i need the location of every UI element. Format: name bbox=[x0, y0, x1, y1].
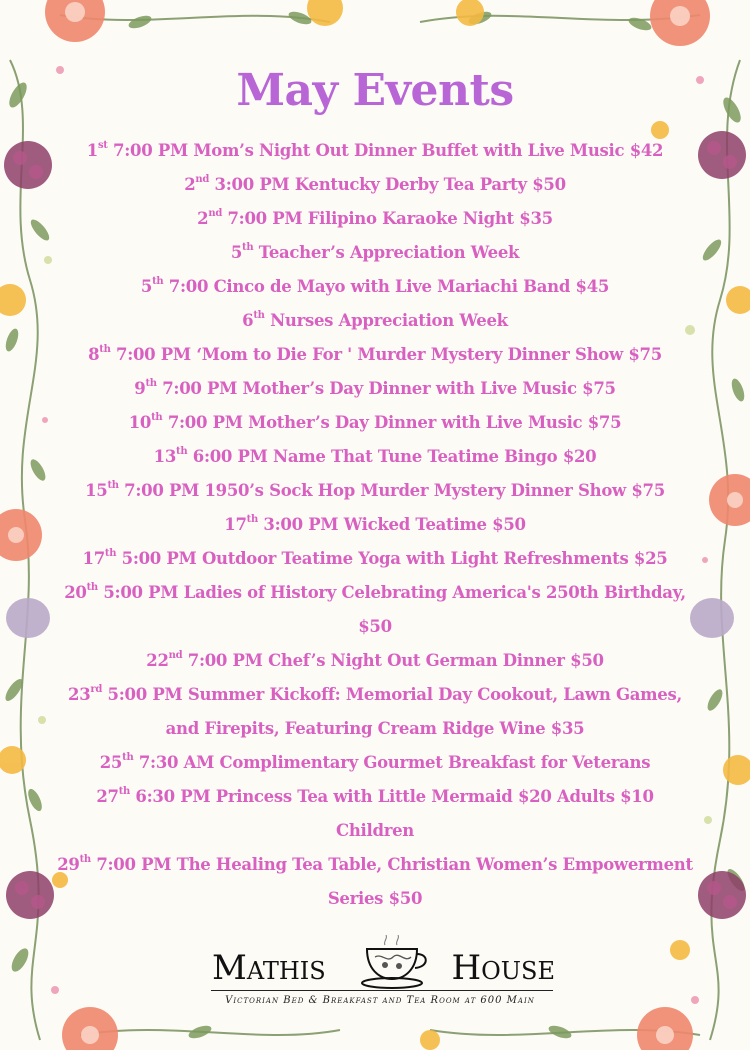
event-item bbox=[55, 134, 695, 168]
event-day-suffix: th bbox=[107, 480, 119, 491]
event-item bbox=[55, 780, 695, 848]
event-item bbox=[55, 746, 695, 780]
event-item bbox=[55, 406, 695, 440]
event-item bbox=[55, 338, 695, 372]
event-day: 20 bbox=[64, 583, 87, 602]
event-item bbox=[55, 304, 695, 338]
event-day: 6 bbox=[242, 311, 254, 330]
event-day: 17 bbox=[82, 549, 105, 568]
event-description: 7:00 PM The Healing Tea Table, Christian Women’s Empowerment Series $50 bbox=[90, 855, 693, 908]
event-day-suffix: st bbox=[97, 140, 108, 151]
event-description: 5:00 PM Ladies of History Celebrating America's 250th Birthday, $50 bbox=[97, 583, 686, 636]
logo-divider bbox=[211, 990, 553, 991]
logo-right-word: House bbox=[451, 948, 555, 988]
logo-left-word: Mathis bbox=[212, 948, 326, 988]
event-item bbox=[55, 372, 695, 406]
event-day-suffix: th bbox=[176, 446, 188, 457]
event-description: 7:00 PM Filipino Karaoke Night $35 bbox=[222, 209, 553, 228]
teacup-icon bbox=[355, 935, 435, 991]
page-title: May Events bbox=[236, 65, 514, 116]
event-item bbox=[55, 202, 695, 236]
mathis-house-logo bbox=[205, 935, 555, 1015]
event-description: 7:00 PM ‘Mom to Die For ' Murder Mystery Dinner Show $75 bbox=[110, 345, 662, 364]
event-item bbox=[55, 678, 695, 746]
event-description: 7:00 PM Mother’s Day Dinner with Live Music $75 bbox=[162, 413, 622, 432]
event-item bbox=[55, 576, 695, 644]
event-description: 7:00 PM 1950’s Sock Hop Murder Mystery Dinner Show $75 bbox=[118, 481, 665, 500]
event-day-suffix: th bbox=[118, 786, 130, 797]
event-description: 7:00 PM Chef’s Night Out German Dinner $50 bbox=[182, 651, 604, 670]
event-day: 5 bbox=[230, 243, 243, 262]
event-day: 9 bbox=[134, 379, 146, 398]
event-description: 7:00 Cinco de Mayo with Live Mariachi Band $45 bbox=[163, 277, 610, 296]
event-day-suffix: th bbox=[246, 514, 258, 525]
event-day-suffix: th bbox=[145, 378, 157, 389]
event-item bbox=[55, 848, 695, 916]
event-description: Nurses Appreciation Week bbox=[264, 311, 508, 330]
event-day: 10 bbox=[128, 413, 152, 432]
event-day-suffix: th bbox=[152, 276, 164, 287]
event-description: 3:00 PM Wicked Teatime $50 bbox=[257, 515, 526, 534]
event-day-suffix: th bbox=[104, 548, 117, 559]
event-day-suffix: th bbox=[99, 344, 111, 355]
logo-tagline: Victorian Bed & Breakfast and Tea Room at 600 Main bbox=[225, 995, 535, 1006]
event-day: 1 bbox=[86, 141, 98, 160]
event-description: 3:00 PM Kentucky Derby Tea Party $50 bbox=[209, 175, 566, 194]
events-list bbox=[55, 134, 695, 916]
event-description: 7:30 AM Complimentary Gourmet Breakfast for Veterans bbox=[133, 753, 651, 772]
event-day: 22 bbox=[146, 651, 169, 670]
event-description: 7:00 PM Mother’s Day Dinner with Live Music $75 bbox=[156, 379, 616, 398]
event-item bbox=[55, 508, 695, 542]
event-day-suffix: rd bbox=[90, 684, 103, 695]
event-day: 2 bbox=[184, 175, 196, 194]
event-item bbox=[55, 440, 695, 474]
event-day: 2 bbox=[197, 209, 209, 228]
event-day-suffix: th bbox=[79, 854, 91, 865]
event-description: 5:00 PM Summer Kickoff: Memorial Day Cookout, Lawn Games, and Firepits, Featuring Cream Ridge Wine $35 bbox=[102, 685, 682, 738]
event-day: 23 bbox=[68, 685, 91, 704]
event-day: 15 bbox=[85, 481, 108, 500]
event-description: Teacher’s Appreciation Week bbox=[253, 243, 520, 262]
event-item bbox=[55, 236, 695, 270]
event-day-suffix: th bbox=[122, 752, 134, 763]
event-day-suffix: th bbox=[253, 310, 265, 321]
event-day: 8 bbox=[88, 345, 100, 364]
event-day: 17 bbox=[224, 515, 247, 534]
event-item bbox=[55, 542, 695, 576]
event-day: 5 bbox=[140, 277, 153, 296]
event-item bbox=[55, 474, 695, 508]
event-item bbox=[55, 644, 695, 678]
event-day-suffix: nd bbox=[168, 650, 183, 661]
event-day-suffix: th bbox=[86, 582, 98, 593]
event-day: 13 bbox=[153, 447, 177, 466]
event-day-suffix: th bbox=[151, 412, 163, 423]
event-day-suffix: th bbox=[242, 242, 254, 253]
events-panel bbox=[55, 58, 695, 916]
event-item bbox=[55, 168, 695, 202]
event-description: 6:00 PM Name That Tune Teatime Bingo $20 bbox=[187, 447, 597, 466]
event-description: 5:00 PM Outdoor Teatime Yoga with Light Refreshments $25 bbox=[116, 549, 668, 568]
event-description: 6:30 PM Princess Tea with Little Mermaid $20 Adults $10 Children bbox=[129, 787, 654, 840]
event-day-suffix: nd bbox=[195, 174, 210, 185]
event-day: 27 bbox=[96, 787, 119, 806]
event-day: 25 bbox=[99, 753, 123, 772]
event-day-suffix: nd bbox=[208, 208, 223, 219]
event-item bbox=[55, 270, 695, 304]
event-description: 7:00 PM Mom’s Night Out Dinner Buffet with Live Music $42 bbox=[107, 141, 664, 160]
event-day: 29 bbox=[57, 855, 80, 874]
